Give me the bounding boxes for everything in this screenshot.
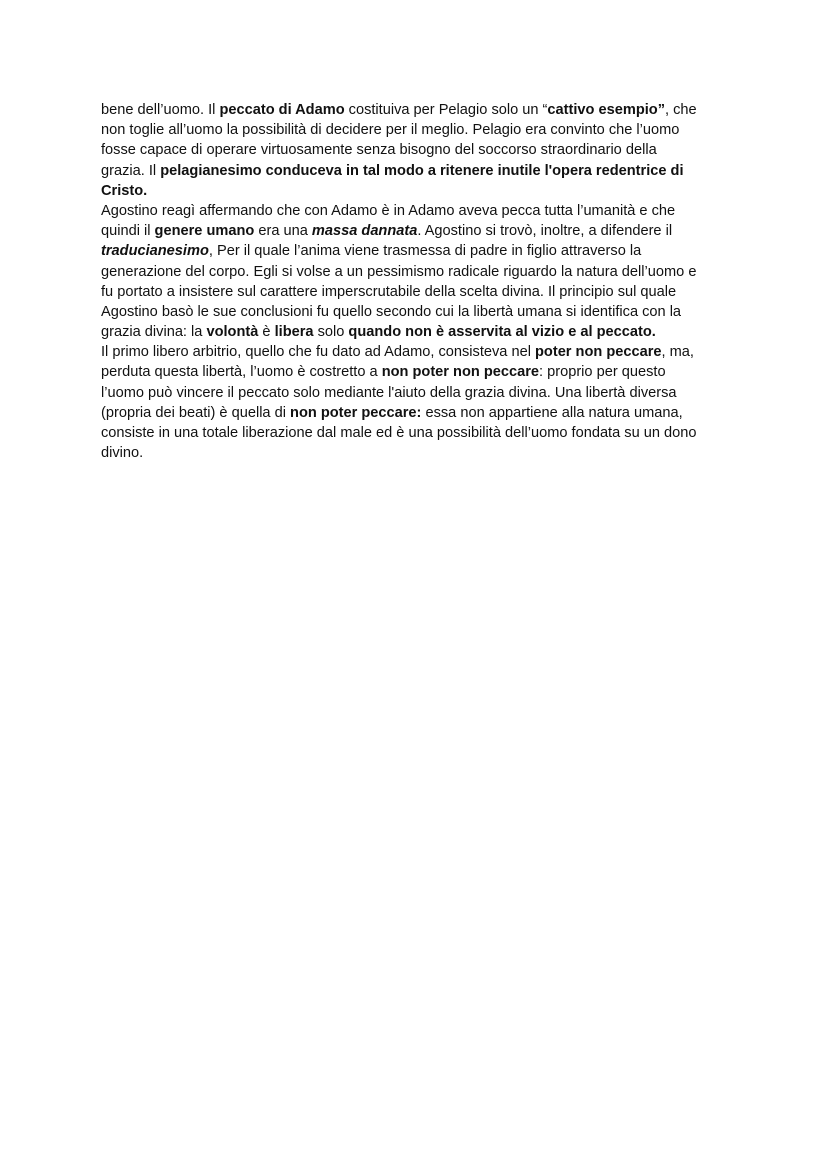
emphasis-run: peccato di Adamo xyxy=(219,102,345,118)
text-run: costituiva per Pelagio solo un “ xyxy=(344,102,548,118)
text-line xyxy=(101,140,741,160)
emphasis-run: libera xyxy=(274,324,314,341)
text-run: grazia divina: la xyxy=(101,324,207,341)
text-run: divino. xyxy=(101,445,144,462)
emphasis-run: traducianesimo xyxy=(101,243,209,260)
text-run: grazia. Il xyxy=(101,162,161,179)
text-run: fosse capace di operare virtuosamente senza bisogno del soccorso straordinario della xyxy=(101,142,657,159)
text-line xyxy=(101,383,741,403)
text-run: fu portato a insistere sul carattere imperscrutabile della scelta divina. Il principio sul quale xyxy=(101,283,677,300)
text-run: perduta questa libertà, l’uomo è costretto a xyxy=(101,364,382,381)
text-line xyxy=(101,443,741,463)
text-run: . Agostino si trovò, inoltre, a difendere il xyxy=(417,223,673,240)
text-line xyxy=(101,282,741,302)
text-line xyxy=(101,221,741,241)
text-run: Agostino reagì affermando che con Adamo è in Adamo aveva pecca tutta l’umanità e che xyxy=(101,202,676,219)
text-line xyxy=(101,262,741,282)
paragraph xyxy=(101,100,741,201)
text-run: : proprio per questo xyxy=(539,364,666,381)
text-run: essa non appartiene alla natura umana, xyxy=(421,404,683,421)
document-page xyxy=(101,100,741,463)
text-line xyxy=(101,161,741,181)
text-run: (propria dei beati) è quella di xyxy=(101,404,291,421)
paragraph xyxy=(101,201,741,342)
text-line xyxy=(101,403,741,423)
emphasis-run: quando non è asservita al vizio e al peccato. xyxy=(348,324,656,341)
text-line xyxy=(101,362,741,382)
text-line xyxy=(101,302,741,322)
text-line xyxy=(101,423,741,443)
emphasis-run: poter non peccare xyxy=(535,344,662,361)
emphasis-run: cattivo esempio” xyxy=(547,102,666,118)
emphasis-run: massa dannata xyxy=(311,223,418,240)
text-run: consiste in una totale liberazione dal male ed è una possibilità dell’uomo fondata su un dono xyxy=(101,425,697,441)
text-run: bene dell’uomo. Il xyxy=(101,102,220,118)
text-run: solo xyxy=(313,324,349,341)
emphasis-run: pelagianesimo conduceva in tal modo a ritenere inutile l'opera redentrice di xyxy=(160,162,684,179)
text-run: generazione del corpo. Egli si volse a un pessimismo radicale riguardo la natura dell’uomo e xyxy=(101,263,697,280)
text-line xyxy=(101,342,741,362)
text-line xyxy=(101,241,741,261)
text-line xyxy=(101,120,741,140)
text-run: , ma, xyxy=(661,344,694,361)
emphasis-run: genere umano xyxy=(154,223,255,240)
text-line xyxy=(101,100,741,120)
emphasis-run: Cristo. xyxy=(101,182,148,199)
text-line xyxy=(101,322,741,342)
text-run: era una xyxy=(254,223,312,240)
text-run: è xyxy=(258,324,275,341)
text-run: quindi il xyxy=(101,223,155,240)
text-line xyxy=(101,181,741,201)
text-run: , che xyxy=(665,102,697,118)
text-run: , Per il quale l’anima viene trasmessa di padre in figlio attraverso la xyxy=(208,243,642,260)
emphasis-run: non poter non peccare xyxy=(381,364,539,381)
text-run: Agostino basò le sue conclusioni fu quello secondo cui la libertà umana si identifica con la xyxy=(101,303,682,320)
text-run: l’uomo può vincere il peccato solo mediante l'aiuto della grazia divina. Una libertà diversa xyxy=(101,384,677,401)
text-run: Il primo libero arbitrio, quello che fu dato ad Adamo, consisteva nel xyxy=(101,344,535,361)
emphasis-run: non poter peccare: xyxy=(290,404,422,421)
text-line xyxy=(101,201,741,221)
emphasis-run: volontà xyxy=(206,324,259,341)
paragraph xyxy=(101,342,741,463)
text-run: non toglie all’uomo la possibilità di decidere per il meglio. Pelagio era convinto che l’uomo xyxy=(101,122,680,139)
